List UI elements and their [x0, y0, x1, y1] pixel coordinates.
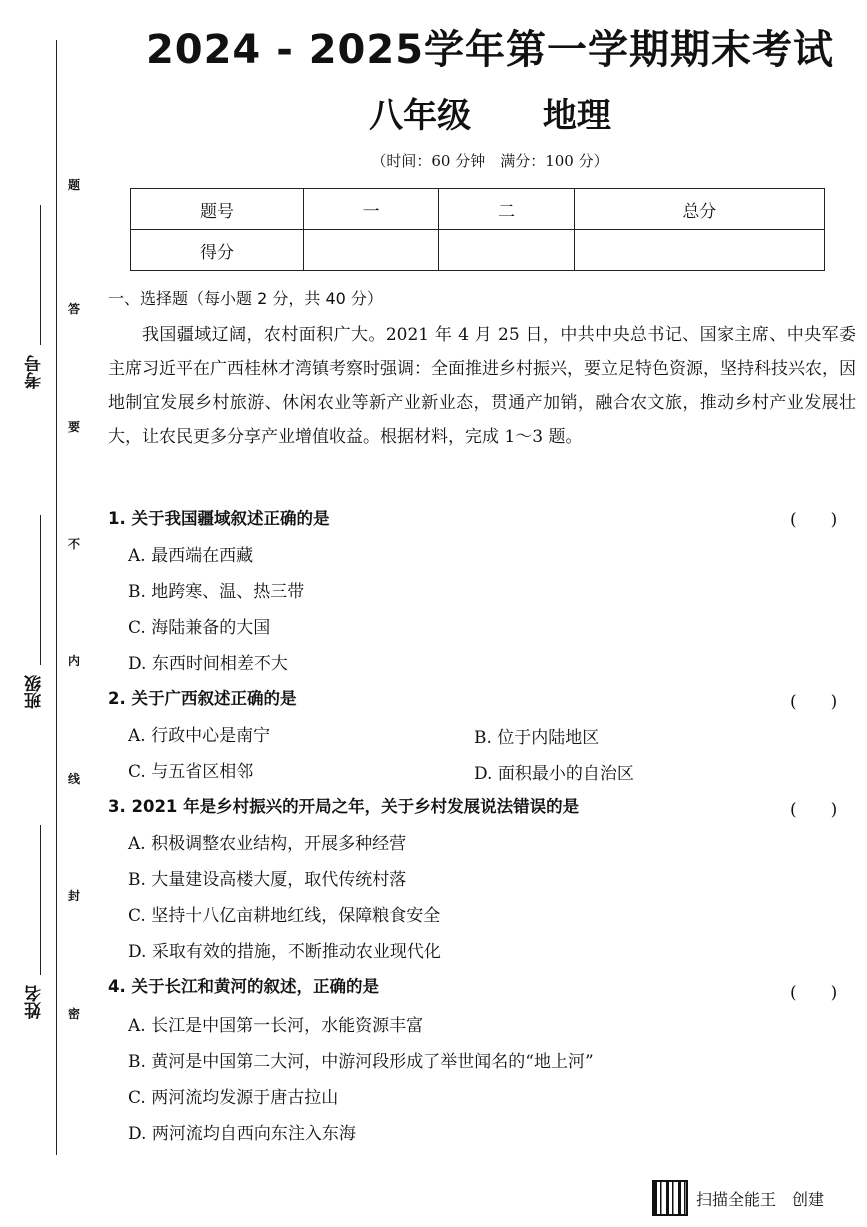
table-cell: 题号 [131, 189, 304, 230]
score-input-cell[interactable] [574, 230, 824, 271]
option: A. 行政中心是南宁 [128, 726, 271, 746]
passage-text: 我国疆域辽阔，农村面积广大。2021 年 4 月 25 日，中共中央总书记、国家主席、中央军委主席习近平在广西桂林才湾镇考察时强调：全面推进乡村振兴，要立足特色资源，坚持科技兴农，因地制宜发展乡村旅游、休闲农业等新产业新业态，贯通产加销，融合农文旅，推动乡村产业发展壮大，让农民更多分享产业增值收益。根据材料，完成 1～3 题。 [108, 325, 856, 447]
exam-subtitle [100, 88, 867, 137]
score-input-cell[interactable] [304, 230, 439, 271]
option: D. 两河流均自西向东注入东海 [128, 1124, 356, 1144]
subject-label: 地理 [542, 96, 611, 136]
table-cell: 总分 [574, 189, 824, 230]
answer-paren[interactable]: ( ) [790, 692, 838, 712]
option: D. 面积最小的自治区 [474, 764, 634, 784]
seal-char: 密 [67, 1007, 80, 1021]
seal-char: 内 [67, 654, 80, 668]
score-table [130, 188, 825, 271]
scanner-watermark [652, 1180, 824, 1216]
option: A. 长江是中国第一长河，水能资源丰富 [128, 1016, 424, 1036]
answer-paren[interactable]: ( ) [790, 983, 838, 1003]
table-cell: 得分 [131, 230, 304, 271]
table-row [131, 189, 825, 230]
option: B. 地跨寒、温、热三带 [128, 582, 305, 602]
class-blank [40, 515, 41, 665]
section-heading: 一、选择题（每小题 2 分，共 40 分） [108, 289, 383, 308]
qr-code-icon [652, 1180, 688, 1216]
answer-paren[interactable]: ( ) [790, 800, 838, 820]
option: C. 与五省区相邻 [128, 762, 254, 782]
option: C. 海陆兼备的大国 [128, 618, 271, 638]
question-stem: 1. 关于我国疆域叙述正确的是 [108, 509, 330, 528]
passage [108, 318, 856, 454]
grade-label: 八年级 [369, 96, 472, 136]
option: B. 大量建设高楼大厦，取代传统村落 [128, 870, 407, 890]
option: A. 积极调整农业结构，开展多种经营 [128, 834, 407, 854]
option: B. 黄河是中国第二大河，中游河段形成了举世闻名的“地上河” [128, 1052, 594, 1072]
seal-char: 封 [67, 889, 80, 903]
answer-paren[interactable]: ( ) [790, 510, 838, 530]
seal-char: 线 [67, 772, 80, 786]
table-row [131, 230, 825, 271]
seal-char: 题 [67, 178, 80, 192]
option: C. 坚持十八亿亩耕地红线，保障粮食安全 [128, 906, 441, 926]
seal-char: 不 [67, 537, 80, 551]
question-stem: 2. 关于广西叙述正确的是 [108, 689, 297, 708]
score-input-cell[interactable] [439, 230, 574, 271]
exam-number-label: 考号 [25, 355, 45, 389]
option: D. 东西时间相差不大 [128, 654, 288, 674]
class-label: 班级 [25, 675, 45, 709]
question-stem: 3. 2021 年是乡村振兴的开局之年，关于乡村发展说法错误的是 [108, 797, 580, 816]
name-blank [40, 825, 41, 975]
binding-line [56, 40, 57, 1155]
table-cell: 一 [304, 189, 439, 230]
exam-title: 2024 - 2025学年第一学期期末考试 [145, 27, 835, 73]
option: A. 最西端在西藏 [128, 546, 254, 566]
option: C. 两河流均发源于唐古拉山 [128, 1088, 339, 1108]
option: D. 采取有效的措施，不断推动农业现代化 [128, 942, 441, 962]
exam-number-blank [40, 205, 41, 345]
question-stem: 4. 关于长江和黄河的叙述，正确的是 [108, 977, 379, 996]
table-cell: 二 [439, 189, 574, 230]
scanner-text: 扫描全能王 创建 [696, 1189, 825, 1209]
time-info: （时间：60 分钟 满分：100 分） [371, 152, 609, 170]
seal-char: 要 [67, 420, 80, 434]
name-label: 姓名 [25, 985, 45, 1019]
option: B. 位于内陆地区 [474, 728, 600, 748]
seal-char: 答 [67, 302, 80, 316]
